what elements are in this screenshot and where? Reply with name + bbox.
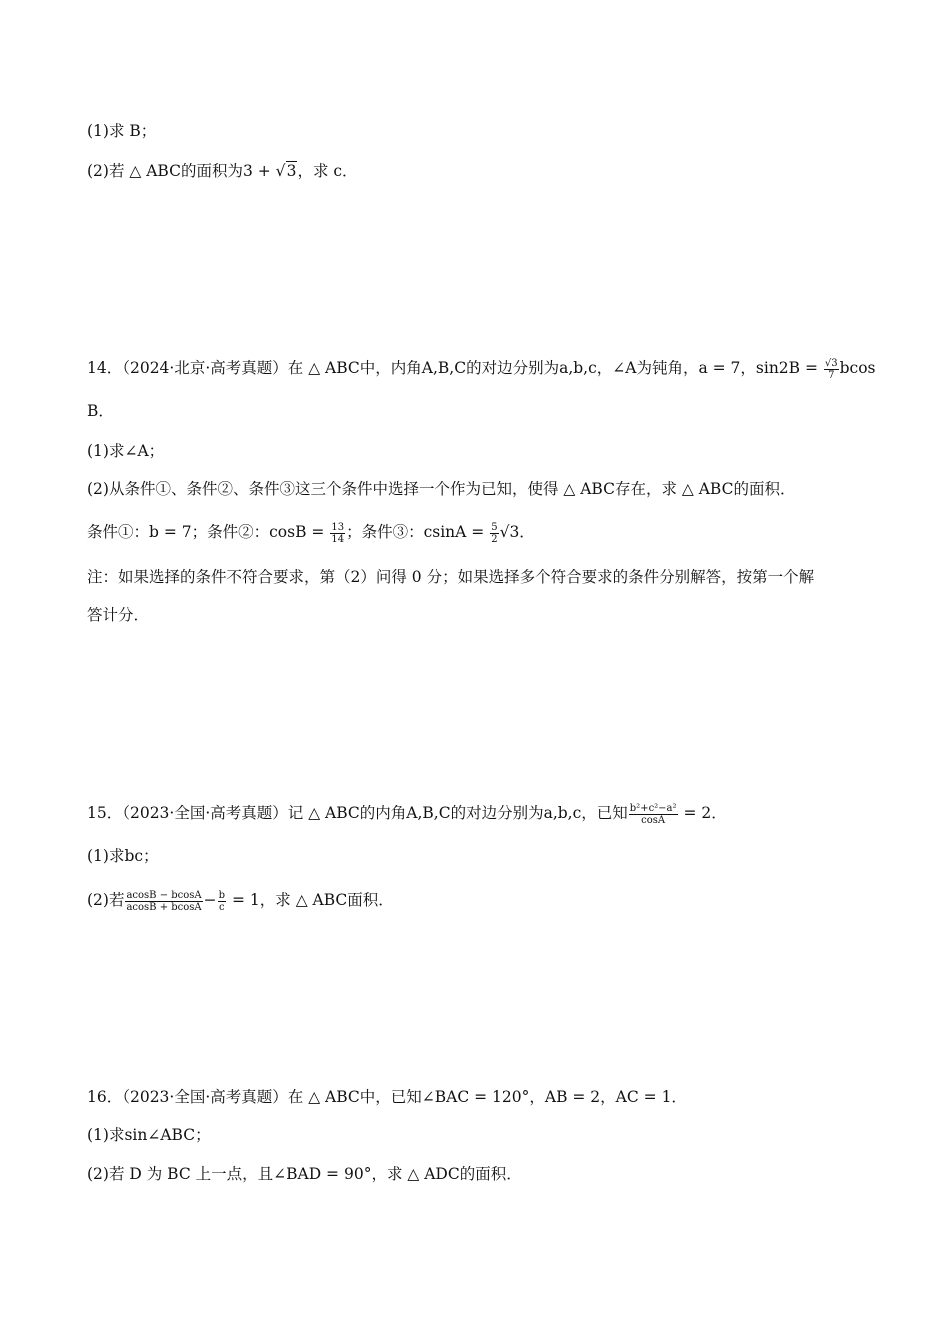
q14-stem-cont: B． bbox=[87, 402, 114, 420]
q15-stem-text: 15．（2023·全国·高考真题）记 △ ABC的内角A,B,C的对边分别为a,b,c，已知 bbox=[87, 804, 628, 822]
q13-part2-tail: ，求 c． bbox=[297, 162, 358, 180]
q14-stem-text: 14．（2024·北京·高考真题）在 △ ABC中，内角A,B,C的对边分别为a,b,c，∠A为钝角，a = 7，sin2B = bbox=[87, 359, 823, 377]
q15-part1: (1)求bc； bbox=[87, 847, 159, 865]
q15-frac-den: cosA bbox=[641, 814, 666, 826]
q15-stem-fraction bbox=[629, 803, 678, 826]
q14-cond-text-c: √3． bbox=[499, 523, 535, 541]
q13-part2: (2)若 △ ABC的面积为3 + √3，求 c． bbox=[87, 162, 358, 180]
q16-part1: (1)求sin∠ABC； bbox=[87, 1126, 211, 1144]
q15-frac-num: b²+c²−a² bbox=[629, 802, 677, 814]
q14-cond-frac-num: 13 bbox=[331, 521, 345, 533]
q14-stem bbox=[87, 357, 876, 381]
q13-part2-text: (2)若 △ ABC的面积为3 + bbox=[87, 162, 276, 180]
q14-note-line2: 答计分． bbox=[87, 606, 150, 624]
q15-part2-minus: − bbox=[203, 891, 217, 909]
q15-part2-frac2-den: c bbox=[219, 901, 225, 913]
q14-stem-fraction bbox=[824, 358, 839, 381]
q14-frac-num: √3 bbox=[824, 357, 838, 369]
q15-stem bbox=[87, 802, 727, 826]
q14-frac-den: 7 bbox=[828, 369, 835, 381]
q15-part2-frac-den: acosB + bcosA bbox=[126, 901, 202, 913]
q15-part2-text-b: = 1，求 △ ABC面积． bbox=[227, 891, 394, 909]
q14-cond-frac2-den: 2 bbox=[491, 533, 498, 545]
q13-part2-sqrt: 3 bbox=[286, 162, 297, 180]
q14-cond-text: 条件①：b = 7；条件②：cosB = bbox=[87, 523, 330, 541]
q15-part2-fraction-2 bbox=[218, 890, 226, 913]
q15-stem-text-b: = 2． bbox=[678, 804, 727, 822]
q14-note-line1: 注：如果选择的条件不符合要求，第（2）问得 0 分；如果选择多个符合要求的条件分别解答，按第一个解 bbox=[87, 568, 815, 586]
q15-part2 bbox=[87, 889, 394, 913]
q13-part1: (1)求 B； bbox=[87, 122, 157, 140]
q14-part2: (2)从条件①、条件②、条件③这三个条件中选择一个作为已知，使得 △ ABC存在，求 △ ABC的面积． bbox=[87, 480, 796, 498]
q14-part1: (1)求∠A； bbox=[87, 442, 165, 460]
q14-cond-fraction bbox=[330, 522, 345, 545]
q14-cond-frac-den: 14 bbox=[331, 533, 345, 545]
q14-cond-frac2-num: 5 bbox=[491, 521, 498, 533]
q15-part2-text: (2)若 bbox=[87, 891, 125, 909]
q16-stem: 16．（2023·全国·高考真题）在 △ ABC中，已知∠BAC = 120°，AB = 2，AC = 1． bbox=[87, 1088, 687, 1106]
q14-conditions bbox=[87, 521, 535, 545]
q15-part2-frac-num: acosB − bcosA bbox=[126, 889, 202, 901]
q14-cond-fraction-2 bbox=[490, 522, 498, 545]
q15-part2-fraction bbox=[125, 890, 202, 913]
q14-cond-text-b: ；条件③：csinA = bbox=[346, 523, 490, 541]
q15-part2-frac2-num: b bbox=[218, 889, 226, 901]
q16-part2: (2)若 D 为 BC 上一点，且∠BAD = 90°，求 △ ADC的面积． bbox=[87, 1165, 522, 1183]
q14-stem-text-b: bcos bbox=[839, 359, 876, 377]
